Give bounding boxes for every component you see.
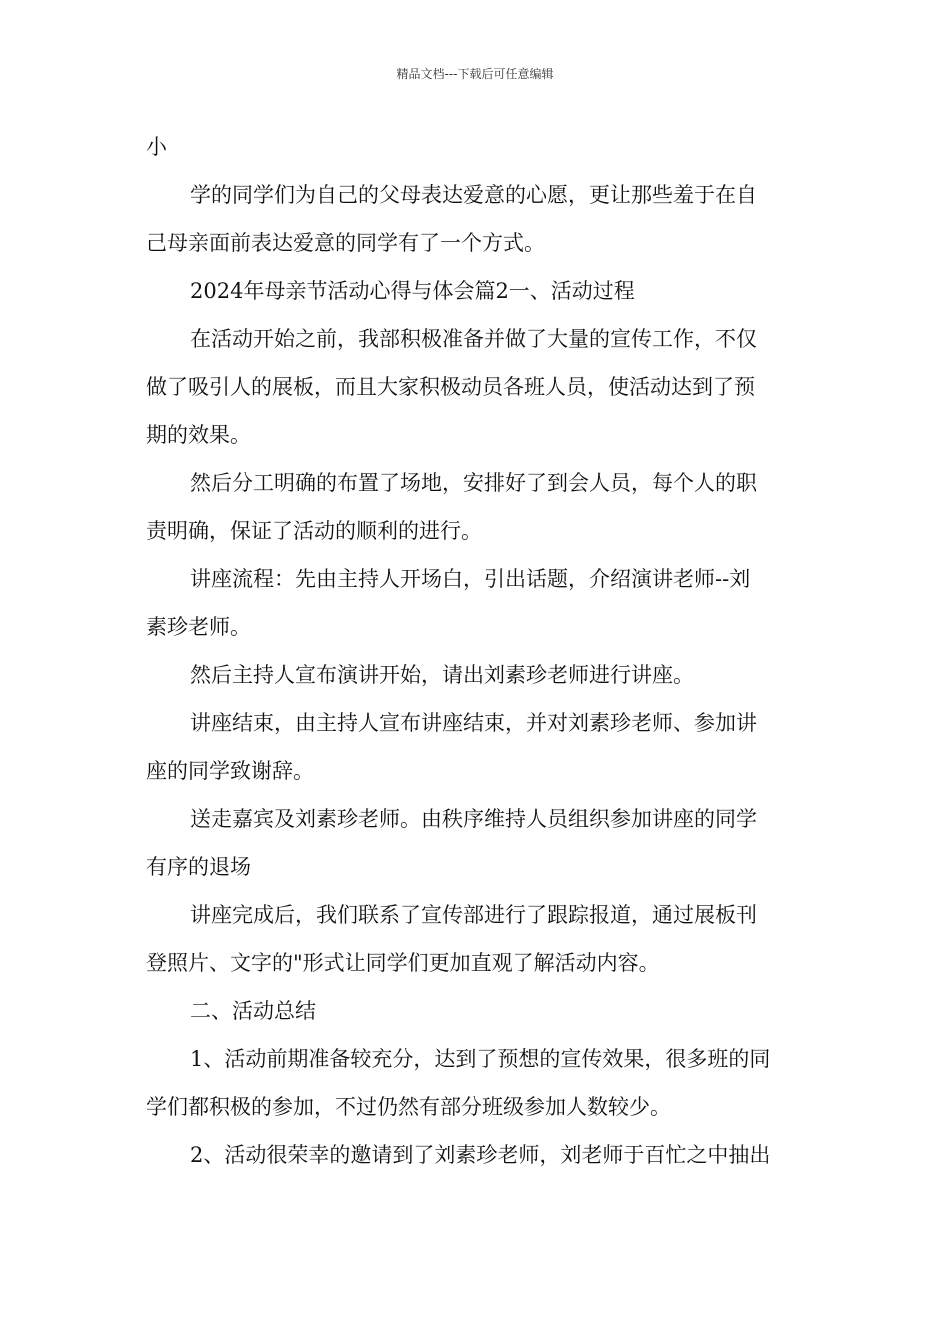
text-line: 做了吸引人的展板，而且大家积极动员各班人员，使活动达到了预 — [146, 375, 755, 399]
paragraph-line: 讲座结束，由主持人宣布讲座结束，并对刘素珍老师、参加讲 — [190, 711, 757, 735]
paragraph-line: 讲座流程：先由主持人开场白，引出话题，介绍演讲老师--刘 — [190, 567, 751, 591]
text-line: 登照片、文字的"形式让同学们更加直观了解活动内容。 — [146, 951, 660, 975]
text-line: 学们都积极的参加，不过仍然有部分班级参加人数较少。 — [146, 1095, 671, 1119]
paragraph-line: 然后分工明确的布置了场地，安排好了到会人员，每个人的职 — [190, 471, 757, 495]
paragraph-line: 1、活动前期准备较充分，达到了预想的宣传效果，很多班的同 — [190, 1047, 771, 1071]
text-line: 小 — [146, 135, 167, 159]
paragraph-line: 然后主持人宣布演讲开始，请出刘素珍老师进行讲座。 — [190, 663, 694, 687]
text-line: 素珍老师。 — [146, 615, 251, 639]
section-heading: 二、活动总结 — [190, 999, 316, 1023]
paragraph-line: 讲座完成后，我们联系了宣传部进行了跟踪报道，通过展板刊 — [190, 903, 757, 927]
text-line: 座的同学致谢辞。 — [146, 759, 314, 783]
text-line: 责明确，保证了活动的顺利的进行。 — [146, 519, 482, 543]
document-body — [146, 133, 808, 1169]
page-header: 精品文档---下载后可任意编辑 — [396, 67, 554, 81]
paragraph-line: 在活动开始之前，我部积极准备并做了大量的宣传工作，不仅 — [190, 327, 757, 351]
text-line: 期的效果。 — [146, 423, 251, 447]
section-heading: 2024年母亲节活动心得与体会篇2一、活动过程 — [190, 279, 635, 303]
text-line: 有序的退场 — [146, 855, 251, 879]
paragraph-line: 学的同学们为自己的父母表达爱意的心愿，更让那些羞于在自 — [190, 183, 757, 207]
paragraph-line: 送走嘉宾及刘素珍老师。由秩序维持人员组织参加讲座的同学 — [190, 807, 757, 831]
text-line: 己母亲面前表达爱意的同学有了一个方式。 — [146, 231, 545, 255]
paragraph-line: 2、活动很荣幸的邀请到了刘素珍老师，刘老师于百忙之中抽出 — [190, 1143, 771, 1167]
